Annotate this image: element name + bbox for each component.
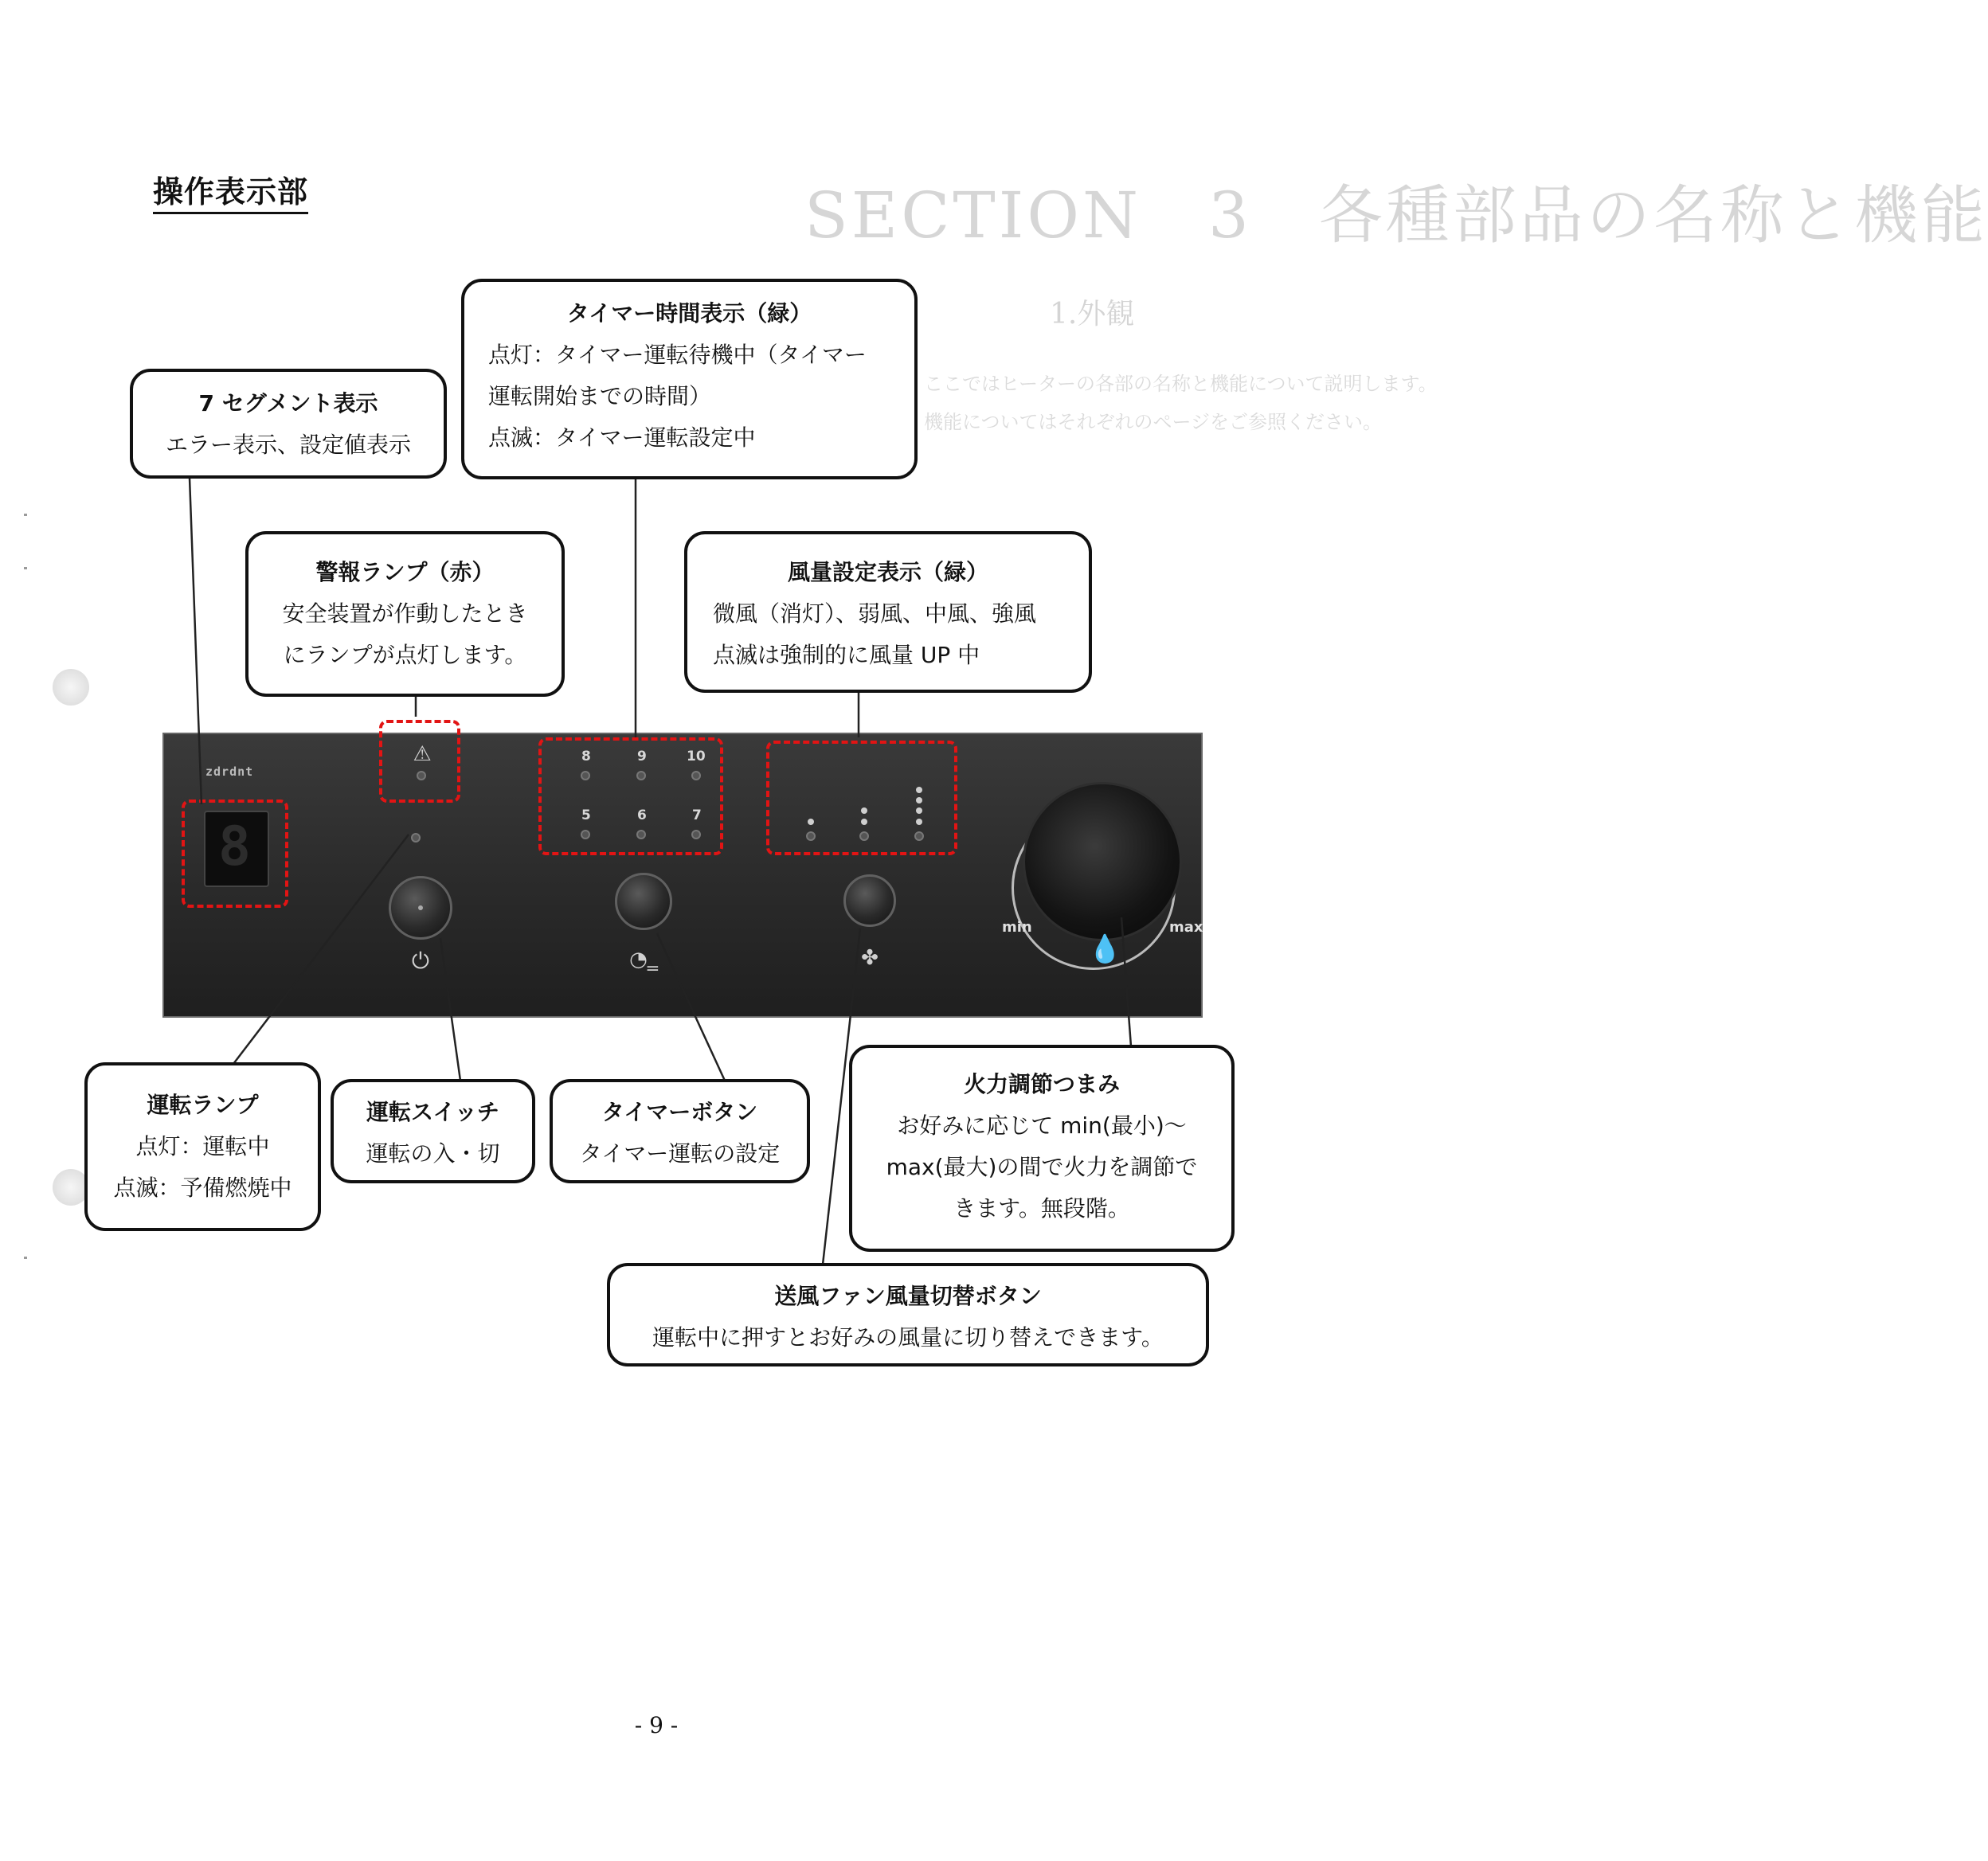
brand-logo: zdrdnt xyxy=(205,764,254,779)
callout-text: 微風（消灯）、弱風、中風、強風 xyxy=(713,600,1037,627)
timer-hour-label: 8 xyxy=(581,749,591,764)
ghost-subheading: 1.外観 xyxy=(1050,298,1135,330)
page-heading: 操作表示部 xyxy=(153,174,308,214)
fan-icon: ✤ xyxy=(861,946,879,970)
callout-title: タイマーボタン xyxy=(601,1099,758,1125)
callout-text: 運転の入・切 xyxy=(366,1140,500,1167)
leader-flame-knob xyxy=(1121,917,1131,1046)
leader-run-lamp xyxy=(233,835,409,1064)
timer-hour-label: 6 xyxy=(637,807,647,823)
power-icon: ⏻ xyxy=(411,948,430,974)
callout-text: 点滅：タイマー運転設定中 xyxy=(488,424,756,451)
callout-text: 点灯：タイマー運転待機中（タイマー xyxy=(488,342,867,368)
callout-title: 送風ファン風量切替ボタン xyxy=(774,1283,1042,1309)
leader-timer-button xyxy=(657,933,725,1081)
leader-run-switch xyxy=(440,938,460,1081)
ghost-paragraph-1: ここではヒーターの各部の名称と機能について説明します。 xyxy=(924,373,1438,395)
timer-hour-label: 9 xyxy=(637,749,647,764)
callout-run-lamp xyxy=(84,1062,321,1231)
callout-text: 点灯：運転中 xyxy=(135,1133,270,1159)
page-number: - 9 - xyxy=(634,1712,679,1738)
callout-text: エラー表示、設定値表示 xyxy=(165,432,411,458)
callout-run-switch xyxy=(331,1079,535,1183)
callout-alarm-lamp xyxy=(245,531,565,697)
callout-title: 警報ランプ（赤） xyxy=(315,559,495,585)
timer-icon: ◔‗ xyxy=(629,948,658,972)
callout-text: 安全装置が作動したとき xyxy=(282,600,528,627)
callout-text: にランプが点灯します。 xyxy=(283,642,527,668)
knob-min-label: min xyxy=(1002,919,1032,936)
warning-icon: ⚠ xyxy=(413,742,432,766)
ghost-paragraph-2: 機能についてはそれぞれのページをご参照ください。 xyxy=(924,411,1383,433)
timer-hour-label: 10 xyxy=(687,749,706,764)
callout-text: 点滅：予備燃焼中 xyxy=(113,1175,292,1201)
knob-max-label: max xyxy=(1169,919,1203,936)
seven-segment-digit: 8 xyxy=(218,815,251,878)
callout-title: 7 セグメント表示 xyxy=(198,390,378,416)
callout-seven-segment xyxy=(130,369,447,479)
callout-text: 運転開始までの時間） xyxy=(488,383,712,409)
callout-text: きます。無段階。 xyxy=(953,1195,1130,1222)
callout-title: 運転ランプ xyxy=(147,1092,259,1118)
callout-text: 運転中に押すとお好みの風量に切り替えできます。 xyxy=(652,1324,1164,1351)
callout-text: タイマー運転の設定 xyxy=(579,1140,781,1167)
callout-timer-button xyxy=(550,1079,810,1183)
callout-title: 運転スイッチ xyxy=(366,1099,499,1125)
flame-drop-icon: 💧 xyxy=(1088,933,1122,965)
callout-text: max(最大)の間で火力を調節で xyxy=(886,1154,1198,1180)
ghost-section-title: SECTION 3 各種部品の名称と機能 xyxy=(804,178,1988,252)
leader-seven-segment xyxy=(190,478,202,804)
callout-fan-button xyxy=(607,1263,1209,1366)
callout-title: 風量設定表示（緑） xyxy=(787,559,988,585)
callout-text: 点滅は強制的に風量 UP 中 xyxy=(713,642,980,668)
callout-fan-display xyxy=(684,531,1092,693)
callout-flame-knob xyxy=(849,1045,1235,1252)
timer-hour-label: 5 xyxy=(581,807,591,823)
callout-timer-display xyxy=(461,279,918,479)
timer-hour-label: 7 xyxy=(692,807,702,823)
callout-title: タイマー時間表示（緑） xyxy=(566,300,812,326)
callout-title: 火力調節つまみ xyxy=(963,1071,1120,1097)
callout-text: お好みに応じて min(最小)～ xyxy=(897,1112,1187,1139)
